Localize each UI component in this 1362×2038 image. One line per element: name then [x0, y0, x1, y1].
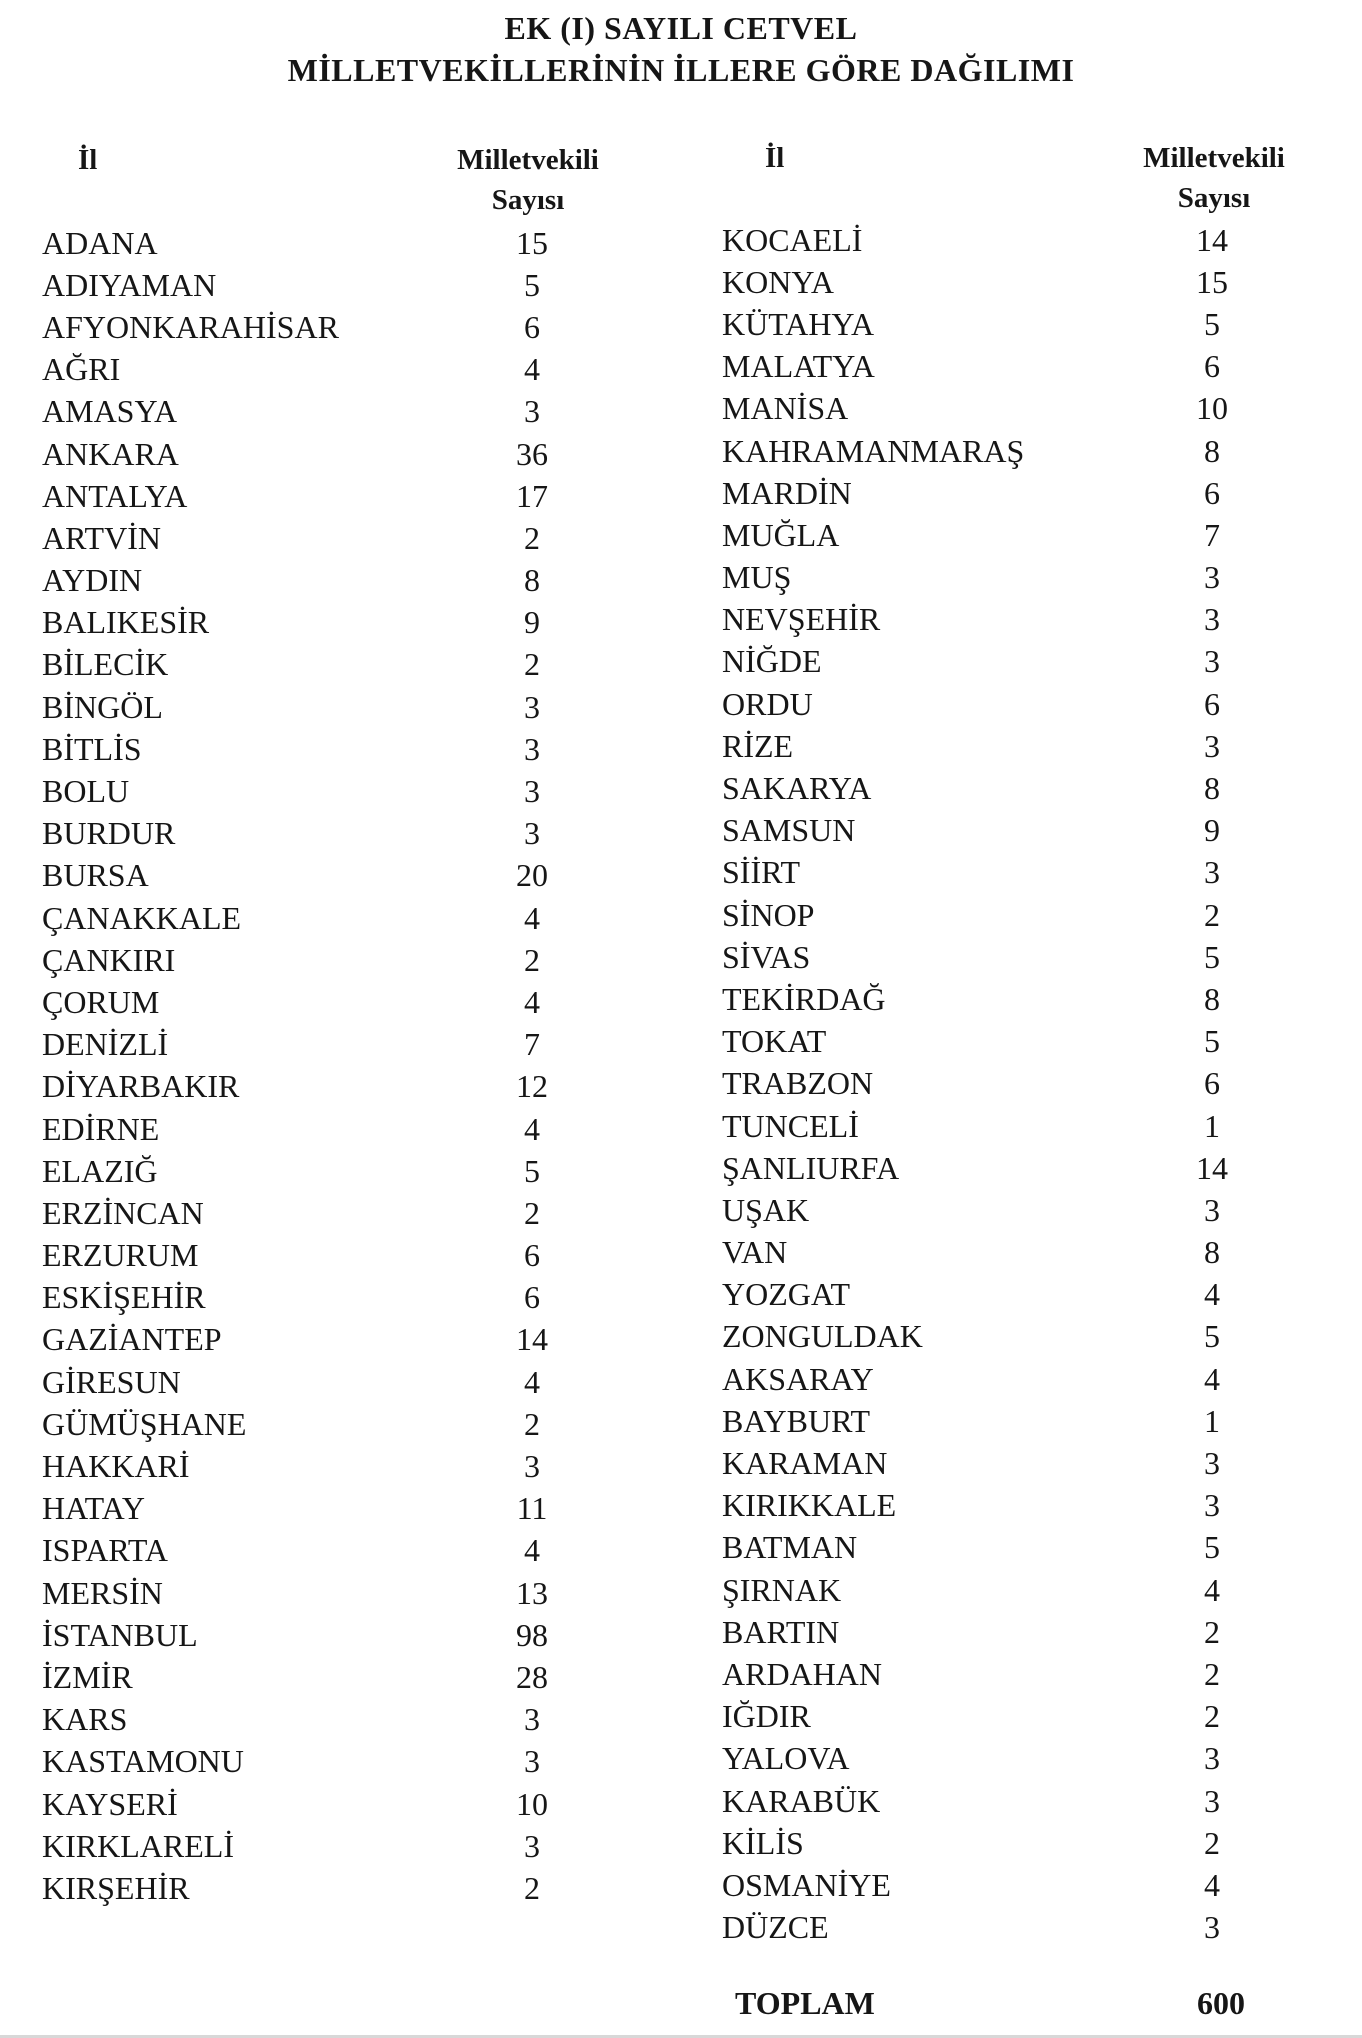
province-row [722, 430, 1252, 472]
deputy-count: 3 [1204, 727, 1220, 764]
province-row [722, 1105, 1252, 1147]
deputy-count: 3 [524, 773, 540, 810]
province-row [722, 514, 1252, 556]
province-row [42, 939, 572, 981]
province-name: ADIYAMAN [42, 266, 217, 303]
province-name: KIRŞEHİR [42, 1869, 190, 1906]
province-name: ARTVİN [42, 519, 161, 556]
province-name: AMASYA [42, 393, 178, 430]
province-row [42, 1066, 572, 1108]
deputy-count: 4 [524, 983, 540, 1020]
total-value: 600 [1197, 1985, 1245, 2021]
province-row [42, 1783, 572, 1825]
province-name: ANTALYA [42, 477, 188, 514]
total-row [735, 1985, 1261, 2022]
province-row [722, 767, 1252, 809]
province-name: ISPARTA [42, 1532, 168, 1569]
deputy-count: 11 [516, 1490, 548, 1527]
province-name: YOZGAT [722, 1276, 850, 1313]
province-row [722, 852, 1252, 894]
province-name: ANKARA [42, 435, 179, 472]
deputy-count: 3 [1204, 601, 1220, 638]
province-name: İSTANBUL [42, 1616, 198, 1653]
deputy-count: 36 [516, 435, 548, 472]
province-row [722, 1147, 1252, 1189]
province-row [722, 1063, 1252, 1105]
province-row [42, 728, 572, 770]
province-row [722, 725, 1252, 767]
deputy-count: 2 [524, 646, 540, 683]
province-name: ÇORUM [42, 983, 160, 1020]
province-row [722, 1653, 1252, 1695]
deputy-count: 3 [524, 815, 540, 852]
province-name: KONYA [722, 263, 834, 300]
province-row [722, 1611, 1252, 1653]
province-row [42, 1192, 572, 1234]
deputy-count: 5 [1204, 938, 1220, 975]
deputy-count: 6 [1204, 1065, 1220, 1102]
deputy-count: 8 [1204, 980, 1220, 1017]
province-row [722, 261, 1252, 303]
province-name: AYDIN [42, 562, 143, 599]
province-row [722, 1358, 1252, 1400]
province-row [722, 1442, 1252, 1484]
province-row [42, 1277, 572, 1319]
province-row [722, 599, 1252, 641]
deputy-count: 5 [524, 1152, 540, 1189]
province-row [42, 602, 572, 644]
province-row [722, 557, 1252, 599]
deputy-count: 17 [516, 477, 548, 514]
province-row [722, 1527, 1252, 1569]
province-row [42, 1108, 572, 1150]
province-row [42, 391, 572, 433]
deputy-count: 6 [1204, 685, 1220, 722]
deputy-count: 6 [1204, 348, 1220, 385]
deputy-count: 28 [516, 1658, 548, 1695]
province-name: GÜMÜŞHANE [42, 1405, 247, 1442]
province-name: ÇANAKKALE [42, 899, 242, 936]
province-name: VAN [722, 1234, 788, 1271]
province-row [42, 560, 572, 602]
deputy-count: 3 [1204, 1782, 1220, 1819]
left-province-header: İl [78, 144, 98, 176]
province-name: KIRIKKALE [722, 1487, 897, 1524]
province-name: KÜTAHYA [722, 305, 875, 342]
deputy-count: 3 [524, 1743, 540, 1780]
province-row [722, 472, 1252, 514]
province-name: AĞRI [42, 351, 121, 388]
deputy-count: 8 [1204, 770, 1220, 807]
province-name: SİİRT [722, 854, 801, 891]
province-row [42, 897, 572, 939]
province-name: İZMİR [42, 1658, 133, 1695]
deputy-count: 3 [524, 1827, 540, 1864]
province-row [722, 1021, 1252, 1063]
deputy-count: 20 [516, 857, 548, 894]
province-row [722, 388, 1252, 430]
deputy-count: 5 [1204, 1318, 1220, 1355]
deputy-count: 1 [1204, 1402, 1220, 1439]
deputy-count: 6 [524, 308, 540, 345]
province-name: ÇANKIRI [42, 941, 176, 978]
deputy-count: 2 [524, 1869, 540, 1906]
deputy-count: 9 [1204, 812, 1220, 849]
province-name: HAKKARİ [42, 1448, 190, 1485]
province-row [42, 981, 572, 1023]
province-row [42, 517, 572, 559]
deputy-count: 3 [1204, 854, 1220, 891]
province-row [42, 1319, 572, 1361]
province-row [722, 1400, 1252, 1442]
province-row [42, 264, 572, 306]
province-name: NİĞDE [722, 643, 822, 680]
province-row [722, 936, 1252, 978]
province-name: KİLİS [722, 1824, 804, 1861]
province-name: KAYSERİ [42, 1785, 178, 1822]
province-row [42, 1699, 572, 1741]
deputy-count: 6 [524, 1237, 540, 1274]
province-name: ORDU [722, 685, 813, 722]
province-row [722, 978, 1252, 1020]
deputy-count: 2 [1204, 1655, 1220, 1692]
deputy-count: 14 [1196, 221, 1228, 258]
province-name: OSMANİYE [722, 1866, 891, 1903]
province-name: BİLECİK [42, 646, 169, 683]
province-row [42, 1867, 572, 1909]
document-subtitle: MİLLETVEKİLLERİNİN İLLERE GÖRE DAĞILIMI [287, 52, 1075, 88]
province-row [42, 1572, 572, 1614]
province-name: KARABÜK [722, 1782, 881, 1819]
province-name: MERSİN [42, 1574, 163, 1611]
deputy-count: 14 [516, 1321, 548, 1358]
deputy-count: 3 [1204, 559, 1220, 596]
province-row [722, 219, 1252, 261]
deputy-count: 3 [524, 730, 540, 767]
deputy-count: 7 [524, 1026, 540, 1063]
province-name: TOKAT [722, 1023, 827, 1060]
deputy-count: 3 [1204, 1487, 1220, 1524]
province-name: KIRKLARELİ [42, 1827, 234, 1864]
deputy-count: 3 [1204, 1909, 1220, 1946]
province-name: TEKİRDAĞ [722, 980, 886, 1017]
province-row [42, 1488, 572, 1530]
deputy-count: 8 [1204, 432, 1220, 469]
right-province-list [722, 219, 1252, 1949]
province-name: MARDİN [722, 474, 852, 511]
deputy-count: 3 [524, 1701, 540, 1738]
province-name: RİZE [722, 727, 794, 764]
deputy-count: 13 [516, 1574, 548, 1611]
deputy-count: 2 [1204, 1613, 1220, 1650]
deputy-count: 3 [1204, 643, 1220, 680]
deputy-count: 3 [1204, 1740, 1220, 1777]
province-row [42, 306, 572, 348]
province-row [722, 894, 1252, 936]
province-name: ARDAHAN [722, 1655, 882, 1692]
province-row [42, 1656, 572, 1698]
province-name: SAKARYA [722, 770, 872, 807]
province-name: ADANA [42, 224, 158, 261]
deputy-count: 8 [1204, 1234, 1220, 1271]
province-row [42, 1024, 572, 1066]
province-row [722, 1274, 1252, 1316]
province-row [722, 303, 1252, 345]
deputy-count: 2 [524, 941, 540, 978]
province-row [42, 349, 572, 391]
deputy-count: 6 [1204, 474, 1220, 511]
province-name: MANİSA [722, 390, 849, 427]
province-name: DÜZCE [722, 1909, 829, 1946]
deputy-count: 5 [524, 266, 540, 303]
province-name: BARTIN [722, 1613, 840, 1650]
province-name: KAHRAMANMARAŞ [722, 432, 1025, 469]
province-name: MUĞLA [722, 516, 840, 553]
province-name: GİRESUN [42, 1363, 181, 1400]
deputy-count: 9 [524, 604, 540, 641]
province-row [722, 1485, 1252, 1527]
province-row [722, 810, 1252, 852]
deputy-count: 4 [524, 1110, 540, 1147]
province-name: BİNGÖL [42, 688, 163, 725]
province-row [42, 686, 572, 728]
province-name: SİVAS [722, 938, 811, 975]
province-name: AKSARAY [722, 1360, 874, 1397]
deputy-count: 7 [1204, 516, 1220, 553]
province-name: BALIKESİR [42, 604, 210, 641]
left-count-header: Milletvekili Sayısı [457, 144, 599, 216]
province-name: ERZURUM [42, 1237, 199, 1274]
province-row [722, 1822, 1252, 1864]
document-title: EK (I) SAYILI CETVEL [504, 10, 858, 46]
province-name: ERZİNCAN [42, 1194, 204, 1231]
province-row [722, 1738, 1252, 1780]
deputy-count: 5 [1204, 305, 1220, 342]
province-row [722, 1569, 1252, 1611]
deputy-count: 3 [524, 688, 540, 725]
province-row [42, 1530, 572, 1572]
province-row [42, 1741, 572, 1783]
province-name: SAMSUN [722, 812, 856, 849]
province-row [722, 346, 1252, 388]
province-row [722, 683, 1252, 725]
deputy-count: 15 [1196, 263, 1228, 300]
deputy-count: 14 [1196, 1149, 1228, 1186]
province-row [42, 1150, 572, 1192]
province-name: DİYARBAKIR [42, 1068, 240, 1105]
deputy-count: 12 [516, 1068, 548, 1105]
deputy-count: 2 [524, 519, 540, 556]
deputy-count: 4 [1204, 1360, 1220, 1397]
province-row [722, 1316, 1252, 1358]
deputy-count: 2 [524, 1194, 540, 1231]
province-name: BAYBURT [722, 1402, 871, 1439]
province-name: ESKİŞEHİR [42, 1279, 206, 1316]
deputy-count: 4 [1204, 1571, 1220, 1608]
deputy-count: 4 [524, 351, 540, 388]
province-name: GAZİANTEP [42, 1321, 222, 1358]
deputy-count: 2 [1204, 896, 1220, 933]
province-row [722, 1696, 1252, 1738]
province-row [722, 1189, 1252, 1231]
province-name: EDİRNE [42, 1110, 160, 1147]
province-row [42, 813, 572, 855]
province-row [42, 1614, 572, 1656]
province-row [42, 1361, 572, 1403]
deputy-count: 4 [524, 1532, 540, 1569]
province-name: UŞAK [722, 1191, 810, 1228]
deputy-count: 3 [1204, 1191, 1220, 1228]
right-province-header: İl [765, 142, 785, 174]
province-row [722, 1780, 1252, 1822]
province-name: KARAMAN [722, 1445, 888, 1482]
province-name: IĞDIR [722, 1698, 811, 1735]
province-name: MUŞ [722, 559, 792, 596]
province-row [42, 770, 572, 812]
province-row [42, 644, 572, 686]
deputy-count: 98 [516, 1616, 548, 1653]
deputy-count: 4 [524, 1363, 540, 1400]
deputy-count: 5 [1204, 1023, 1220, 1060]
province-name: KOCAELİ [722, 221, 863, 258]
province-row [42, 1445, 572, 1487]
province-row [722, 1232, 1252, 1274]
total-label: TOPLAM [735, 1985, 875, 2021]
province-name: KARS [42, 1701, 128, 1738]
province-name: AFYONKARAHİSAR [42, 308, 339, 345]
deputy-count: 2 [524, 1405, 540, 1442]
province-name: ŞIRNAK [722, 1571, 842, 1608]
province-row [42, 433, 572, 475]
deputy-count: 4 [1204, 1866, 1220, 1903]
province-row [42, 222, 572, 264]
province-row [42, 475, 572, 517]
deputy-count: 3 [524, 393, 540, 430]
deputy-count: 2 [1204, 1824, 1220, 1861]
province-name: BURSA [42, 857, 149, 894]
province-name: BURDUR [42, 815, 176, 852]
province-name: ZONGULDAK [722, 1318, 923, 1355]
left-province-list [42, 222, 572, 1910]
province-name: TUNCELİ [722, 1107, 859, 1144]
province-name: BİTLİS [42, 730, 142, 767]
deputy-count: 2 [1204, 1698, 1220, 1735]
deputy-count: 5 [1204, 1529, 1220, 1566]
province-name: DENİZLİ [42, 1026, 169, 1063]
deputy-count: 1 [1204, 1107, 1220, 1144]
province-name: HATAY [42, 1490, 145, 1527]
province-name: BATMAN [722, 1529, 858, 1566]
deputy-count: 15 [516, 224, 548, 261]
deputy-count: 4 [524, 899, 540, 936]
deputy-count: 4 [1204, 1276, 1220, 1313]
province-name: MALATYA [722, 348, 875, 385]
deputy-count: 8 [524, 562, 540, 599]
province-name: YALOVA [722, 1740, 850, 1777]
deputy-count: 10 [516, 1785, 548, 1822]
province-name: ŞANLIURFA [722, 1149, 900, 1186]
deputy-count: 10 [1196, 390, 1228, 427]
province-row [42, 1825, 572, 1867]
province-row [42, 1403, 572, 1445]
province-name: KASTAMONU [42, 1743, 244, 1780]
right-count-header: Milletvekili Sayısı [1143, 142, 1285, 214]
province-row [722, 1907, 1252, 1949]
province-name: NEVŞEHİR [722, 601, 881, 638]
deputy-count: 6 [524, 1279, 540, 1316]
province-row [722, 641, 1252, 683]
province-name: ELAZIĞ [42, 1152, 158, 1189]
province-row [42, 1235, 572, 1277]
province-name: SİNOP [722, 896, 815, 933]
deputy-count: 3 [1204, 1445, 1220, 1482]
province-row [42, 855, 572, 897]
province-name: BOLU [42, 773, 130, 810]
province-name: TRABZON [722, 1065, 874, 1102]
deputy-count: 3 [524, 1448, 540, 1485]
province-row [722, 1864, 1252, 1906]
